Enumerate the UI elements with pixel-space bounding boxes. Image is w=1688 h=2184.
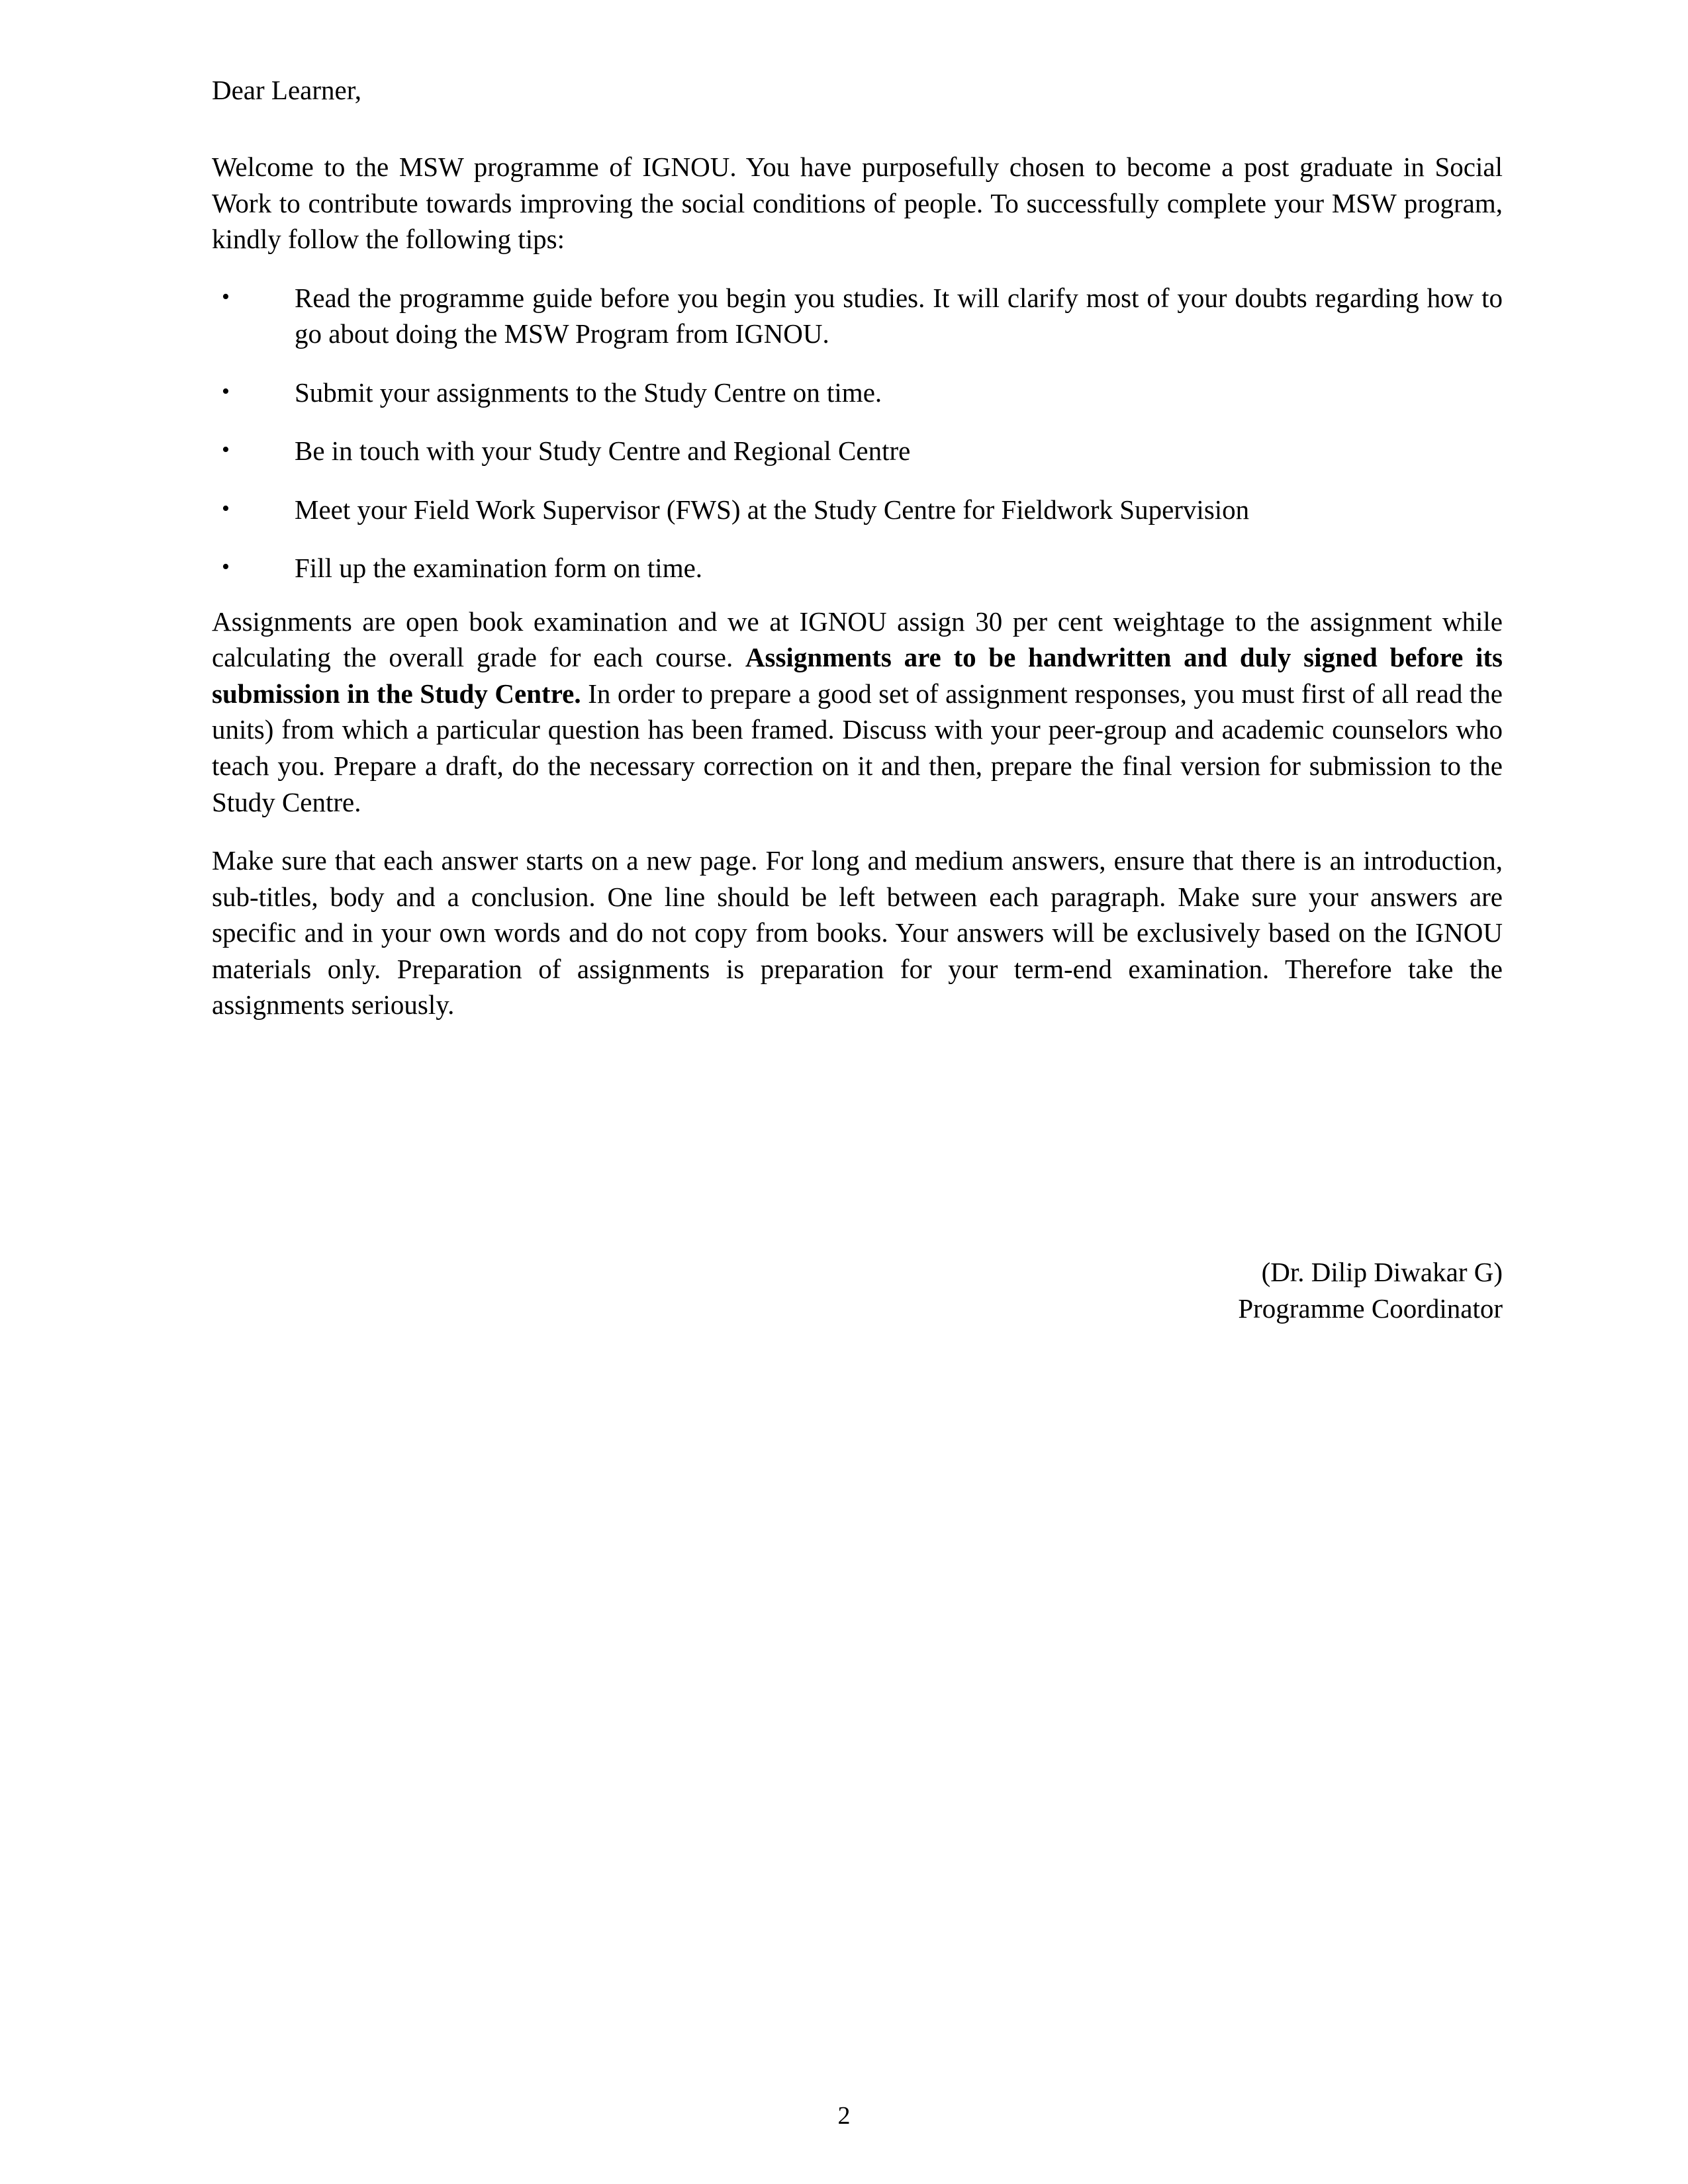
list-item-text: Read the programme guide before you begin you studies. It will clarify most of your doubts regarding how to go about doing the MSW Program from IGNOU. (295, 282, 1503, 349)
handwritten-requirement-emphasis: Assignments are to be handwritten and duly signed before its submission in the Study Centre. (212, 642, 1503, 709)
list-item (212, 280, 1503, 352)
answers-paragraph: Make sure that each answer starts on a new page. For long and medium answers, ensure that there is an introduction, sub-titles, body and a conclusion. One line should be left between each paragraph. Make sure your answers are specific and in your own words and do not copy from books. Your answers will be exclusively based on the IGNOU materials only. Preparation of assignments is preparation for your term-end examination. Therefore take the assignments seriously. (212, 845, 1503, 1021)
signatory-name: (Dr. Dilip Diwakar G) (1261, 1257, 1503, 1287)
list-item-text: Submit your assignments to the Study Centre on time. (295, 377, 882, 408)
bullet-icon: • (222, 437, 230, 463)
list-item-text: Meet your Field Work Supervisor (FWS) at the Study Centre for Fieldwork Supervision (295, 494, 1250, 525)
list-item (212, 433, 1503, 469)
list-item (212, 375, 1503, 411)
intro-paragraph: Welcome to the MSW programme of IGNOU. You have purposefully chosen to become a post graduate in Social Work to contribute towards improving the social conditions of people. To successfully complete your MSW program, kindly follow the following tips: (212, 152, 1503, 255)
salutation: Dear Learner, (212, 75, 361, 105)
list-item (212, 550, 1503, 586)
list-item (212, 492, 1503, 528)
signatory-designation: Programme Coordinator (1238, 1293, 1503, 1324)
assignments-text-before-bold: Assignments are open book examination and we at IGNOU assign 30 per cent weightage to the assignment while calculating the overall grade for each course. (212, 606, 1503, 673)
page-number: 2 (837, 2102, 851, 2130)
signature-block (212, 1254, 1503, 1326)
bullet-icon: • (222, 379, 230, 404)
document-body (212, 73, 1503, 1042)
bullet-icon: • (222, 284, 230, 309)
bullet-icon: • (222, 496, 230, 521)
assignments-paragraph (212, 604, 1503, 820)
tips-list (212, 280, 1503, 586)
list-item-text: Be in touch with your Study Centre and Regional Centre (295, 435, 911, 467)
assignments-text-after-bold: In order to prepare a good set of assignment responses, you must first of all read the units) from which a particular question has been framed. Discuss with your peer-group and academic counselors who teach you. Prepare a draft, do the necessary correction on it and then, prepare the final version for submission to the Study Centre. (212, 678, 1503, 817)
list-item-text: Fill up the examination form on time. (295, 553, 703, 584)
bullet-icon: • (222, 555, 230, 580)
